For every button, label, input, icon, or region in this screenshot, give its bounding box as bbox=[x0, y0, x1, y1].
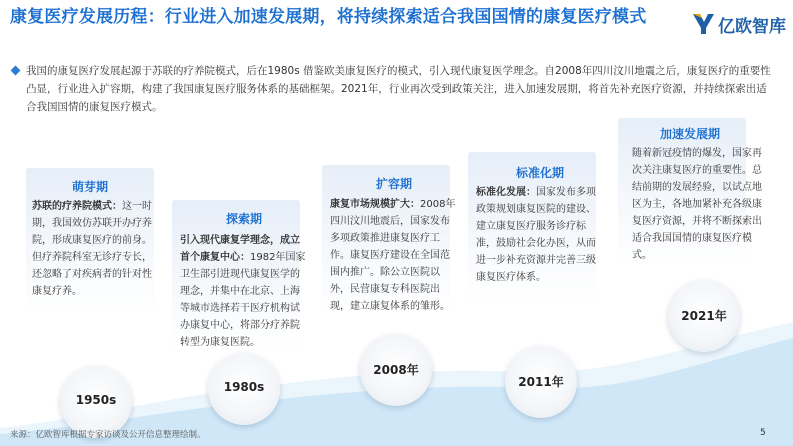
year-label-4: 2011年 bbox=[518, 375, 564, 389]
page-title: 康复医疗发展历程：行业进入加速发展期，将持续探索适合我国国情的康复医疗模式 bbox=[10, 7, 647, 27]
stage-title-1: 萌芽期 bbox=[71, 180, 108, 194]
year-circle-5 bbox=[668, 280, 740, 352]
stage-body-1: 这一时期，我国效仿苏联开办疗养院，形成康复医疗的前身。但疗养院科室无诊疗专长，还忽略了对疾病者的针对性康复疗养。 bbox=[32, 201, 152, 297]
year-circle-2 bbox=[208, 353, 280, 425]
stage-text-4 bbox=[476, 184, 604, 286]
year-label-1: 1950s bbox=[75, 393, 117, 407]
stage-body-4: 国家发布多项政策规划康复医院的建设、建立康复医疗服务诊疗标准，鼓励社会化办医，从而进一步补充资源并完善三级康复医疗体系。 bbox=[476, 187, 596, 283]
stage-title-2: 探索期 bbox=[225, 212, 262, 226]
year-label-2: 1980s bbox=[223, 380, 265, 394]
intro-text: 我国的康复医疗发展起源于苏联的疗养院模式，后在1980s 借鉴欧美康复医疗的模式，引入现代康复医学理念。自2008年四川汶川地震之后，康复医疗的重要性凸显，行业进入扩容期，构建了我国康复医疗服务体系的基础框架。2021年，行业再次受到政策关注，进入加速发展期，将首先补充医疗资源，并持续探索出适合我国国情的康复医疗模式。 bbox=[26, 65, 771, 113]
year-label-3: 2008年 bbox=[373, 363, 419, 377]
stage-text-2 bbox=[180, 232, 308, 351]
stage-bold-2: 引入现代康复学理念，成立首个康复中心： bbox=[180, 235, 300, 263]
source-note: 来源：亿欧智库根据专家访谈及公开信息整理绘制。 bbox=[10, 430, 206, 440]
stage-body-3: 2008年四川汶川地震后，国家发布多项政策推进康复医疗工作。康复医疗建设在全国范围内推广。除公立医院以外，民营康复专科医院出现，建立康复体系的雏形。 bbox=[330, 199, 456, 312]
stage-title-3: 扩容期 bbox=[375, 177, 412, 191]
year-circle-4 bbox=[505, 346, 577, 418]
stage-bold-4: 标准化发展： bbox=[476, 187, 536, 198]
stage-text-3 bbox=[330, 196, 458, 315]
logo-text: 亿欧智库 bbox=[718, 17, 786, 37]
stage-title-5: 加速发展期 bbox=[659, 127, 720, 141]
year-label-5: 2021年 bbox=[681, 309, 727, 323]
intro-paragraph bbox=[26, 62, 774, 116]
year-circle-3 bbox=[360, 334, 432, 406]
stage-text-5 bbox=[632, 145, 770, 264]
stage-bold-3: 康复市场规模扩大： bbox=[330, 199, 420, 210]
stage-text-1 bbox=[32, 198, 152, 300]
page-number: 5 bbox=[760, 428, 766, 438]
stage-bold-1: 苏联的疗养院模式： bbox=[32, 201, 122, 212]
company-logo bbox=[690, 10, 790, 36]
stage-title-4: 标准化期 bbox=[515, 166, 564, 180]
stage-body-5: 随着新冠疫情的爆发，国家再次关注康复医疗的重要性。总结前期的发展经验，以试点地区为主，各地加紧补充各级康复医疗资源，并将不断探索出适合我国国情的康复医疗模式。 bbox=[632, 148, 762, 261]
diamond-bullet-icon bbox=[11, 66, 21, 76]
logo-mark-icon bbox=[690, 10, 716, 36]
stage-body-2: 1982年国家卫生部引进现代康复医学的理念，并集中在北京、上海等城市选择若干医疗机构试办康复中心，将部分疗养院转型为康复医院。 bbox=[180, 252, 306, 348]
